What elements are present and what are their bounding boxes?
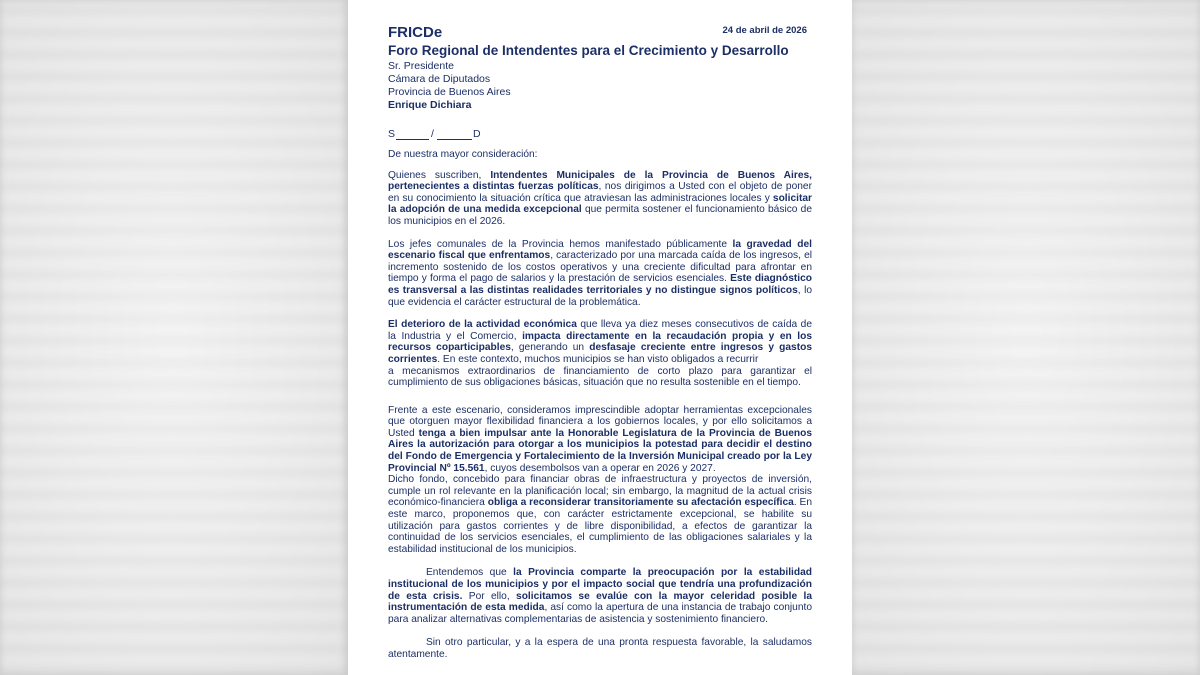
paragraph-1: Quienes suscriben, Intendentes Municipales de la Provincia de Buenos Aires, pertenecientes a distintas fuerzas políticas, nos dirigimos a Usted con el objeto de poner en su conocimiento la situación crítica que atraviesan las administraciones locales y solicitar la adopción de una medida excepcional que permita sostener el funcionamiento básico de los municipios en el 2026. — [388, 169, 812, 227]
addressee-name: Enrique Dichiara — [388, 99, 472, 111]
org-acronym: FRICDe — [388, 24, 443, 41]
blurred-background-left — [0, 0, 345, 675]
sd-slash: / — [431, 128, 434, 140]
letter-date: 24 de abril de 2026 — [722, 25, 807, 36]
paragraph-6: Entendemos que la Provincia comparte la preocupación por la estabilidad institucional de los municipios y por el impacto social que tendría una profundización de esta crisis. Por ello, solicitamos se evalúe con la mayor celeridad posible la instrumentación de esta medida, así como la apertura de una instancia de trabajo conjunto para analizar alternativas complementarias de asistencia y sostenimiento financiero. — [388, 567, 812, 625]
sd-d: D — [473, 128, 481, 140]
letter-page — [348, 0, 852, 675]
addressee-province: Provincia de Buenos Aires — [388, 86, 511, 98]
addressee-title: Sr. Presidente — [388, 60, 454, 72]
paragraph-5: Dicho fondo, concebido para financiar obras de infraestructura y proyectos de inversión, cumple un rol relevante en la planificación local; sin embargo, la magnitud de la actual crisis económico-financiera obliga a reconsiderar transitoriamente su afectación específica. En este marco, proponemos que, con carácter estrictamente excepcional, se habilite su utilización para gastos corrientes y de libre disponibilidad, a efectos de garantizar la continuidad de los servicios esenciales, el cumplimiento de las obligaciones salariales y la estabilidad institucional de los municipios. — [388, 474, 812, 555]
org-full-name: Foro Regional de Intendentes para el Crecimiento y Desarrollo — [388, 43, 789, 58]
salutation-sd — [388, 128, 812, 141]
sd-underline-2 — [437, 139, 472, 140]
sd-underline-1 — [396, 139, 429, 140]
addressee-block — [388, 60, 812, 112]
blurred-background-right — [852, 0, 1200, 675]
greeting: De nuestra mayor consideración: — [388, 149, 538, 160]
sd-s: S — [388, 128, 396, 140]
addressee-institution: Cámara de Diputados — [388, 73, 491, 85]
closing-paragraph: Sin otro particular, y a la espera de una pronta respuesta favorable, la saludamos atentamente. — [388, 637, 812, 660]
paragraph-2: Los jefes comunales de la Provincia hemos manifestado públicamente la gravedad del escenario fiscal que enfrentamos, caracterizado por una marcada caída de los ingresos, el incremento sostenido de los costos operativos y una creciente dificultad para afrontar en tiempo y forma el pago de salarios y la prestación de servicios esenciales. Este diagnóstico es transversal a las distintas realidades territoriales y no distingue signos políticos, lo que evidencia el carácter estructural de la problemática. — [388, 238, 812, 308]
paragraph-3: El deterioro de la actividad económica que lleva ya diez meses consecutivos de caída de la Industria y el Comercio, impacta directamente en la recaudación propia y en los recursos coparticipables, generando un desfasaje creciente entre ingresos y gastos corrientes. En este contexto, muchos municipios se han visto obligados a recurrir a mecanismos extraordinarios de financiamiento de corto plazo para garantizar el cumplimiento de sus obligaciones básicas, situación que no resulta sostenible en el tiempo. — [388, 319, 812, 389]
paragraph-4: Frente a este escenario, consideramos imprescindible adoptar herramientas excepcionales que otorguen mayor flexibilidad financiera a los gobiernos locales, y por ello solicitamos a Usted tenga a bien impulsar ante la Honorable Legislatura de la Provincia de Buenos Aires la autorización para otorgar a los municipios la potestad para decidir el destino del Fondo de Emergencia y Fortalecimiento de la Inversión Municipal creado por la Ley Provincial Nº 15.561, cuyos desembolsos van a operar en 2026 y 2027. — [388, 404, 812, 474]
